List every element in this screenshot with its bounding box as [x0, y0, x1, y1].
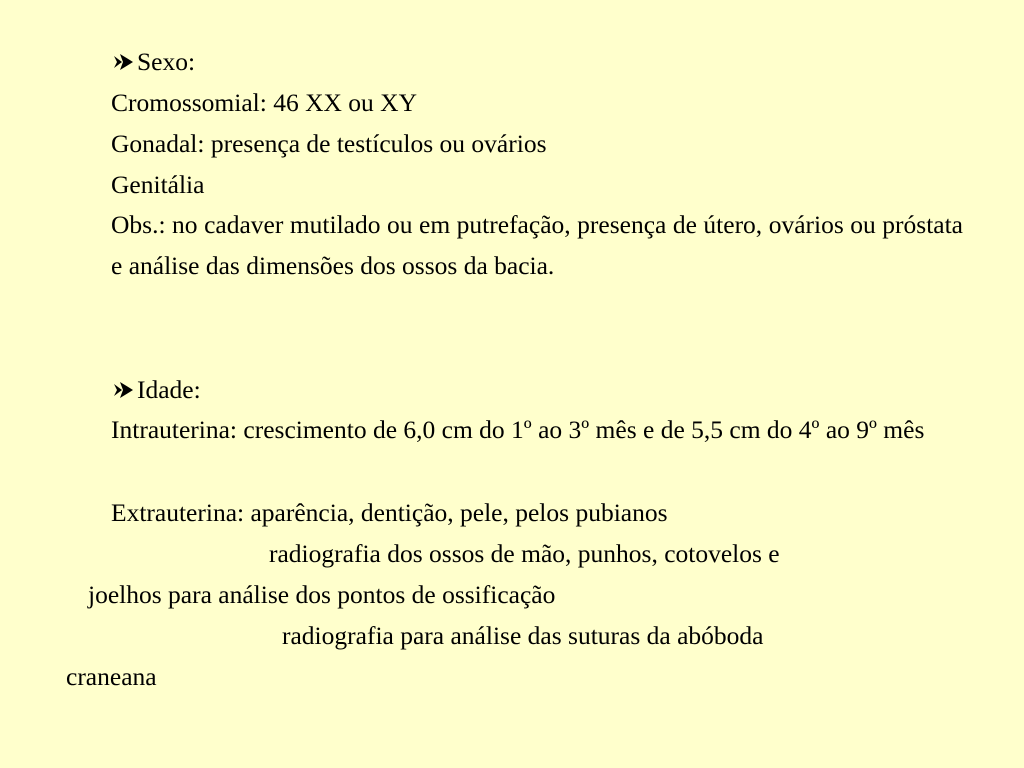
sexo-heading-row	[111, 49, 195, 75]
radiografia-ossos-line1: radiografia dos ossos de mão, punhos, cotovelos e	[269, 539, 780, 568]
radiografia-suturas-line2: craneana	[66, 662, 157, 691]
obs-paragraph: Obs.: no cadaver mutilado ou em putrefação, presença de útero, ovários ou próstata e análise das dimensões dos ossos da bacia.	[111, 210, 963, 280]
genitalia-text: Genitália	[111, 170, 205, 199]
radiografia-ossos-line2: joelhos para análise dos pontos de ossificação	[88, 580, 556, 609]
gonadal-text: Gonadal: presença de testículos ou ovários	[111, 129, 547, 158]
arrow-bullet-icon	[111, 380, 137, 400]
radiografia-suturas-line1: radiografia para análise das suturas da abóboda	[282, 621, 764, 650]
idade-heading-row	[111, 377, 201, 403]
idade-heading: Idade:	[137, 375, 201, 404]
arrow-bullet-icon	[111, 52, 137, 72]
sexo-heading: Sexo:	[137, 47, 196, 76]
extrauterina-text: Extrauterina: aparência, dentição, pele, pelos pubianos	[111, 498, 668, 527]
cromossomial-text: Cromossomial: 46 XX ou XY	[111, 88, 417, 117]
intrauterina-paragraph: Intrauterina: crescimento de 6,0 cm do 1º ao 3º mês e de 5,5 cm do 4º ao 9º mês	[111, 415, 925, 444]
